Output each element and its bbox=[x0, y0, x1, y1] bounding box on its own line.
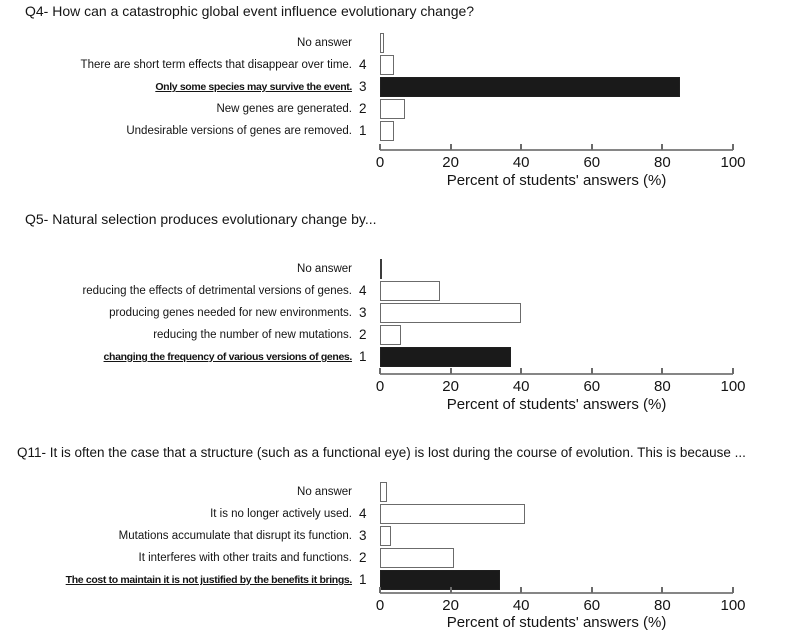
bar bbox=[380, 526, 391, 546]
category-label: Undesirable versions of genes are removed. bbox=[126, 125, 352, 137]
option-number: 1 bbox=[359, 349, 367, 364]
bar-row bbox=[0, 324, 733, 346]
bar-row bbox=[0, 98, 733, 120]
bar-rows bbox=[0, 258, 733, 368]
bar-row bbox=[0, 346, 733, 368]
bar bbox=[380, 121, 394, 141]
tick-label: 0 bbox=[375, 378, 385, 395]
tick-label: 100 bbox=[720, 378, 746, 395]
bar-row bbox=[0, 481, 733, 503]
category-label: reducing the number of new mutations. bbox=[153, 329, 352, 341]
tick-label: 80 bbox=[654, 154, 671, 171]
category-label: There are short term effects that disappear over time. bbox=[80, 59, 352, 71]
option-number: 3 bbox=[359, 305, 367, 320]
bar bbox=[380, 482, 387, 502]
category-label: producing genes needed for new environments. bbox=[109, 307, 352, 319]
chart-title: Q5- Natural selection produces evolutionary change by... bbox=[25, 211, 377, 227]
bar-rows bbox=[0, 32, 733, 142]
bar bbox=[380, 259, 382, 279]
bar-rows bbox=[0, 481, 733, 591]
bar-row bbox=[0, 569, 733, 591]
tick-label: 100 bbox=[720, 597, 746, 614]
bar-track bbox=[380, 77, 733, 97]
bar-correct-answer bbox=[380, 347, 511, 367]
bar-track bbox=[380, 55, 733, 75]
chart-q5 bbox=[0, 205, 800, 440]
tick-label: 100 bbox=[720, 154, 746, 171]
bar-row bbox=[0, 76, 733, 98]
bar-track bbox=[380, 281, 733, 301]
category-label-correct: Only some species may survive the event. bbox=[155, 81, 352, 93]
option-number: 1 bbox=[359, 123, 367, 138]
axis-tick bbox=[661, 144, 663, 150]
tick-label: 20 bbox=[442, 597, 459, 614]
bar bbox=[380, 99, 405, 119]
bar-track bbox=[380, 303, 733, 323]
bar-track bbox=[380, 570, 733, 590]
axis-tick bbox=[732, 368, 734, 374]
axis-tick bbox=[591, 587, 593, 593]
axis-tick bbox=[379, 368, 381, 374]
chart-q4 bbox=[0, 0, 800, 205]
axis-tick bbox=[379, 144, 381, 150]
category-label: No answer bbox=[297, 263, 352, 275]
bar-row bbox=[0, 302, 733, 324]
bar-row bbox=[0, 280, 733, 302]
option-number bbox=[352, 481, 380, 503]
axis-tick bbox=[591, 144, 593, 150]
tick-label: 60 bbox=[583, 597, 601, 614]
chart-title: Q11- It is often the case that a structure (such as a functional eye) is lost during the course of evolution. This is because ... bbox=[17, 445, 746, 460]
tick-label: 0 bbox=[375, 597, 385, 614]
axis-tick bbox=[450, 587, 452, 593]
axis-tick bbox=[450, 144, 452, 150]
category-label: New genes are generated. bbox=[216, 103, 352, 115]
axis-tick bbox=[450, 368, 452, 374]
axis-tick bbox=[379, 587, 381, 593]
option-number: 4 bbox=[359, 57, 367, 72]
bar-row bbox=[0, 503, 733, 525]
axis-tick bbox=[661, 368, 663, 374]
bar bbox=[380, 504, 525, 524]
category-label-correct: changing the frequency of various versions of genes. bbox=[103, 351, 352, 363]
option-number: 2 bbox=[359, 101, 367, 116]
axis-tick bbox=[732, 144, 734, 150]
axis-tick bbox=[591, 368, 593, 374]
option-number: 4 bbox=[359, 506, 367, 521]
category-label: reducing the effects of detrimental versions of genes. bbox=[82, 285, 352, 297]
x-axis-label: Percent of students' answers (%) bbox=[446, 614, 667, 631]
chart-title: Q4- How can a catastrophic global event influence evolutionary change? bbox=[25, 3, 475, 19]
option-number: 2 bbox=[359, 327, 367, 342]
tick-label: 40 bbox=[512, 154, 530, 171]
option-number: 1 bbox=[359, 572, 367, 587]
option-number: 4 bbox=[359, 283, 367, 298]
category-label: No answer bbox=[297, 486, 352, 498]
x-axis bbox=[375, 149, 746, 171]
bar-row bbox=[0, 32, 733, 54]
bar-track bbox=[380, 99, 733, 119]
bar-track bbox=[380, 121, 733, 141]
axis-tick bbox=[520, 368, 522, 374]
x-axis-label: Percent of students' answers (%) bbox=[446, 172, 667, 189]
category-label-correct: The cost to maintain it is not justified by the benefits it brings. bbox=[65, 574, 352, 586]
option-number bbox=[352, 258, 380, 280]
bar-track bbox=[380, 325, 733, 345]
category-label: Mutations accumulate that disrupt its function. bbox=[118, 530, 352, 542]
option-number: 3 bbox=[359, 528, 367, 543]
tick-label: 20 bbox=[442, 378, 459, 395]
category-label: It is no longer actively used. bbox=[210, 508, 352, 520]
category-label: It interferes with other traits and functions. bbox=[138, 552, 352, 564]
chart-q11 bbox=[0, 440, 800, 642]
bar bbox=[380, 281, 440, 301]
category-label: No answer bbox=[297, 37, 352, 49]
bar bbox=[380, 55, 394, 75]
tick-label: 80 bbox=[654, 378, 671, 395]
bar-row bbox=[0, 54, 733, 76]
x-axis-label: Percent of students' answers (%) bbox=[446, 396, 667, 413]
tick-label: 40 bbox=[512, 597, 530, 614]
option-number bbox=[352, 32, 380, 54]
bar-track bbox=[380, 504, 733, 524]
x-axis bbox=[375, 592, 746, 614]
option-number: 2 bbox=[359, 550, 367, 565]
axis-tick bbox=[520, 144, 522, 150]
tick-label: 80 bbox=[654, 597, 671, 614]
bar-track bbox=[380, 33, 733, 53]
bar bbox=[380, 548, 454, 568]
bar-row bbox=[0, 258, 733, 280]
bar-track bbox=[380, 347, 733, 367]
bar-row bbox=[0, 525, 733, 547]
bar-track bbox=[380, 482, 733, 502]
tick-label: 60 bbox=[583, 154, 601, 171]
x-axis bbox=[375, 373, 746, 395]
tick-label: 20 bbox=[442, 154, 459, 171]
bar-track bbox=[380, 526, 733, 546]
bar-correct-answer bbox=[380, 77, 680, 97]
bar-track bbox=[380, 259, 733, 279]
bar bbox=[380, 325, 401, 345]
bar-track bbox=[380, 548, 733, 568]
tick-label: 60 bbox=[583, 378, 601, 395]
tick-label: 40 bbox=[512, 378, 530, 395]
axis-tick bbox=[661, 587, 663, 593]
bar-row bbox=[0, 120, 733, 142]
bar bbox=[380, 33, 384, 53]
bar bbox=[380, 303, 521, 323]
option-number: 3 bbox=[359, 79, 367, 94]
bar-row bbox=[0, 547, 733, 569]
axis-tick bbox=[732, 587, 734, 593]
axis-tick bbox=[520, 587, 522, 593]
tick-label: 0 bbox=[375, 154, 385, 171]
bar-correct-answer bbox=[380, 570, 500, 590]
